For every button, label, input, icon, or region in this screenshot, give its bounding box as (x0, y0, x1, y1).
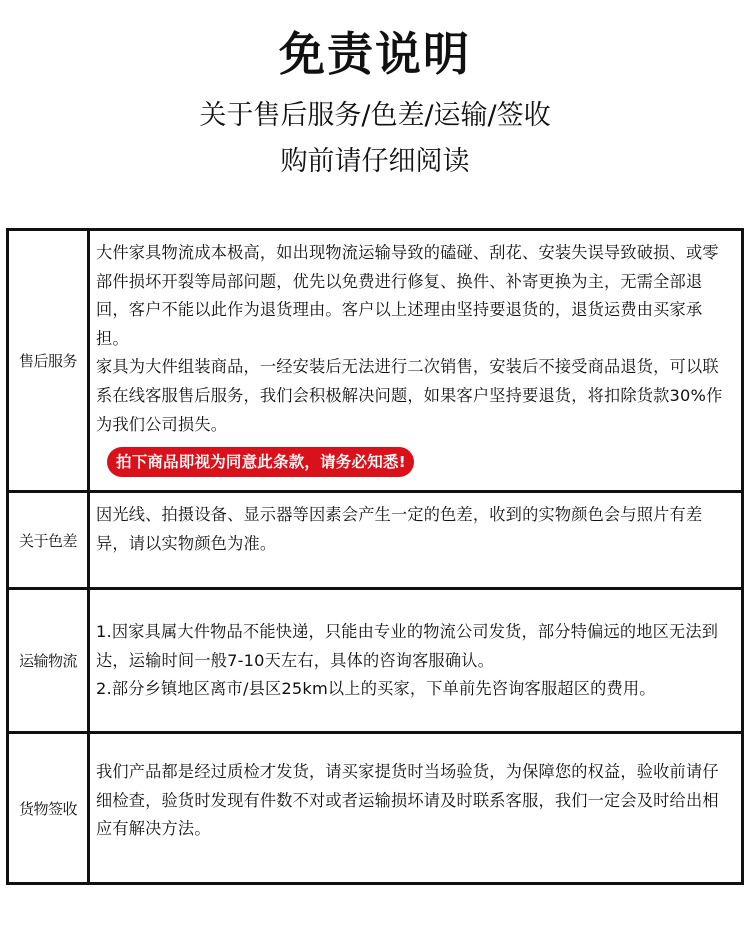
section-label-cell (9, 590, 90, 731)
after-sales-paragraph-1: 大件家具物流成本极高，如出现物流运输导致的磕碰、刮花、安装失误导致破损、或零部件损坏开裂等局部问题，优先以免费进行修复、换件、补寄更换为主，无需全部退回，客户不能以此作为退货理由。客户以上述理由坚持要退货的，退货运费由买家承担。 (96, 243, 719, 348)
agreement-notice-badge: 拍下商品即视为同意此条款，请务必知悉! (107, 447, 414, 477)
section-color-difference (9, 493, 741, 590)
section-shipping (9, 590, 741, 734)
section-label-color-difference: 关于色差 (18, 531, 77, 550)
section-label-after-sales: 售后服务 (18, 352, 77, 370)
shipping-paragraph-2: 2.部分乡镇地区离市/县区25km以上的买家，下单前先咨询客服超区的费用。 (96, 679, 656, 699)
section-content-receipt (90, 734, 741, 882)
section-content-shipping (90, 590, 741, 731)
section-label-cell (9, 493, 90, 587)
section-label-receipt: 货物签收 (18, 799, 77, 818)
page-subtitle: 关于售后服务/色差/运输/签收 (199, 100, 551, 131)
receipt-paragraph-1: 我们产品都是经过质检才发货，请买家提货时当场验货，为保障您的权益，验收前请仔细检查，验货时发现有件数不对或者运输损坏请及时联系客服，我们一定会及时给出相应有解决方法。 (96, 762, 719, 839)
section-content-color-difference (90, 493, 741, 587)
page-subtitle-secondary: 购前请仔细阅读 (280, 146, 470, 177)
color-difference-paragraph-1: 因光线、拍摄设备、显示器等因素会产生一定的色差，收到的实物颜色会与照片有差异，请以实物颜色为准。 (96, 505, 703, 553)
after-sales-paragraph-2: 家具为大件组装商品，一经安装后无法进行二次销售，安装后不接受商品退货，可以联系在线客服售后服务，我们会积极解决问题，如果客户坚持要退货，将扣除货款30%作为我们公司损失。 (96, 357, 723, 434)
section-after-sales (9, 231, 741, 493)
disclaimer-table (6, 228, 744, 885)
section-label-cell (9, 231, 90, 490)
section-label-cell (9, 734, 90, 882)
page-title: 免责说明 (279, 27, 471, 81)
section-receipt (9, 734, 741, 882)
section-label-shipping: 运输物流 (18, 652, 77, 670)
section-content-after-sales (90, 231, 741, 490)
shipping-paragraph-1: 1.因家具属大件物品不能快递，只能由专业的物流公司发货，部分特偏远的地区无法到达，运输时间一般7-10天左右，具体的咨询客服确认。 (96, 622, 719, 670)
